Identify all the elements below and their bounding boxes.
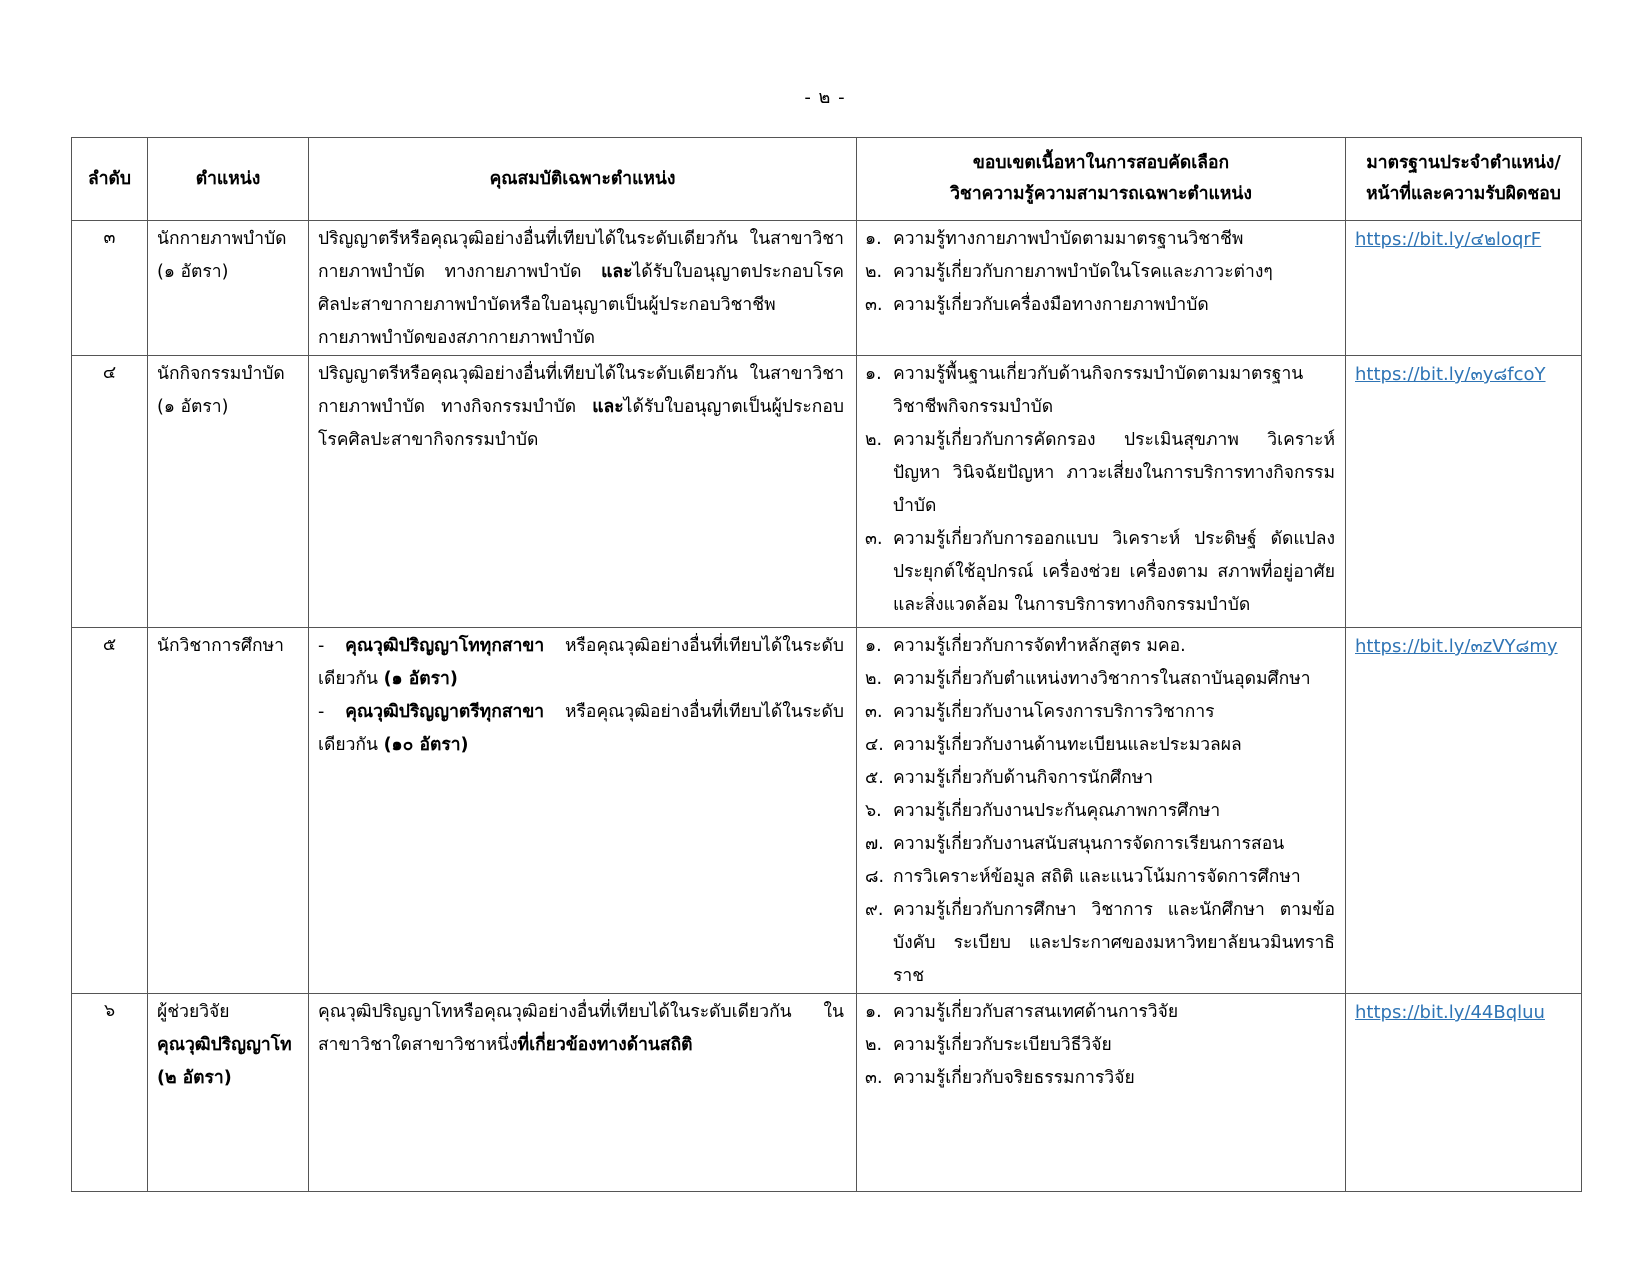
list-item (865, 663, 1335, 696)
table-row (72, 994, 1582, 1192)
list-item (865, 828, 1335, 861)
list-item-text: ความรู้เกี่ยวกับการศึกษา วิชาการ และนักศึกษา ตามข้อบังคับ ระเบียบ และประกาศของมหาวิทยาลัยนวมินทราธิราช (893, 900, 1335, 986)
row-number: ๖ (72, 994, 148, 1192)
exam-scope-cell (857, 628, 1346, 994)
qualification-cell (309, 356, 857, 628)
table-header-row (72, 138, 1582, 221)
qualification-text: ได้รับใบอนุญาตประกอบโรคศิลปะสาขากายภาพบำบัดหรือใบอนุญาตเป็นผู้ประกอบวิชาชีพกายภาพบำบัดของสภากายภาพบำบัด (318, 262, 844, 348)
list-item-number: ๙. (865, 900, 884, 920)
standard-link[interactable]: https://bit.ly/๔๒loqrF (1355, 229, 1542, 250)
qualification-option (318, 630, 844, 696)
list-item (865, 630, 1335, 663)
list-item-number: ๒. (865, 262, 883, 282)
header-qualification: คุณสมบัติเฉพาะตำแหน่ง (309, 138, 857, 221)
list-item (865, 424, 1335, 523)
qualification-cell (309, 221, 857, 356)
list-item-number: ๓. (865, 702, 883, 722)
list-item-text: ความรู้เกี่ยวกับเครื่องมือทางกายภาพบำบัด (893, 295, 1209, 315)
list-item-number: ๓. (865, 1068, 883, 1088)
position-cell (148, 994, 309, 1192)
list-item (865, 795, 1335, 828)
header-scope-line2: วิชาความรู้ความสามารถเฉพาะตำแหน่ง (950, 184, 1252, 204)
list-item (865, 358, 1335, 424)
standard-link[interactable]: https://bit.ly/44Bqluu (1355, 1002, 1545, 1023)
exam-scope-list (865, 996, 1335, 1095)
list-item (865, 523, 1335, 622)
qualification-text: ปริญญาตรีหรือคุณวุฒิอย่างอื่นที่เทียบได้ในระดับเดียวกัน ในสาขาวิชากายภาพบำบัด ทางกายภาพบำบัด (318, 229, 844, 282)
list-item-text: ความรู้เกี่ยวกับงานประกันคุณภาพการศึกษา (893, 801, 1221, 821)
qualification-quota: (๑๐ อัตรา) (383, 735, 469, 755)
list-item-number: ๒. (865, 430, 883, 450)
position-name: นักวิชาการศึกษา (157, 636, 284, 656)
qualification-cell (309, 628, 857, 994)
qualification-quota: (๑ อัตรา) (383, 669, 458, 689)
list-item-number: ๓. (865, 529, 883, 549)
position-quota: (๒ อัตรา) (157, 1068, 232, 1088)
header-standard (1346, 138, 1582, 221)
list-item-text: ความรู้ทางกายภาพบำบัดตามมาตรฐานวิชาชีพ (893, 229, 1244, 249)
exam-scope-list (865, 630, 1335, 993)
qualification-bold: คุณวุฒิปริญญาตรีทุกสาขา (345, 702, 545, 722)
qualification-cell (309, 994, 857, 1192)
list-item-number: ๕. (865, 768, 884, 788)
exam-scope-cell (857, 994, 1346, 1192)
position-quota: (๑ อัตรา) (157, 397, 229, 417)
exam-scope-cell (857, 221, 1346, 356)
list-item-number: ๖. (865, 801, 882, 821)
position-degree: คุณวุฒิปริญญาโท (157, 1035, 292, 1055)
row-number: ๔ (72, 356, 148, 628)
exam-scope-list (865, 223, 1335, 322)
qualification-option (318, 696, 844, 762)
option-dash: - (318, 636, 346, 656)
list-item (865, 256, 1335, 289)
list-item-text: ความรู้เกี่ยวกับกายภาพบำบัดในโรคและภาวะต่างๆ (893, 262, 1273, 282)
list-item-number: ๘. (865, 867, 885, 887)
header-position: ตำแหน่ง (148, 138, 309, 221)
list-item-number: ๑. (865, 636, 882, 656)
qualification-text: ปริญญาตรีหรือคุณวุฒิอย่างอื่นที่เทียบได้ในระดับเดียวกัน ในสาขาวิชากายภาพบำบัด ทางกิจกรรมบำบัด (318, 364, 844, 417)
standard-link[interactable]: https://bit.ly/๓y๘fcoY (1355, 364, 1546, 385)
list-item-number: ๔. (865, 735, 884, 755)
qualification-text: ได้รับใบอนุญาตเป็นผู้ประกอบโรคศิลปะสาขากิจกรรมบำบัด (318, 397, 844, 450)
list-item-text: การวิเคราะห์ข้อมูล สถิติ และแนวโน้มการจัดการศึกษา (893, 867, 1301, 887)
list-item (865, 1029, 1335, 1062)
list-item-text: ความรู้เกี่ยวกับตำแหน่งทางวิชาการในสถาบันอุดมศึกษา (893, 669, 1311, 689)
position-requirements-table (71, 137, 1582, 1192)
table-row (72, 221, 1582, 356)
list-item-text: ความรู้เกี่ยวกับการออกแบบ วิเคราะห์ ประดิษฐ์ ดัดแปลง ประยุกต์ใช้อุปกรณ์ เครื่องช่วย เครื่องตาม สภาพที่อยู่อาศัยและสิ่งแวดล้อม ในการบริการทางกิจกรรมบำบัด (893, 529, 1335, 615)
position-cell (148, 628, 309, 994)
list-item-text: ความรู้เกี่ยวกับสารสนเทศด้านการวิจัย (893, 1002, 1179, 1022)
header-standard-line2: หน้าที่และความรับผิดชอบ (1366, 184, 1561, 204)
standard-link[interactable]: https://bit.ly/๓zVY๘my (1355, 636, 1558, 657)
position-name: นักกายภาพบำบัด (157, 229, 287, 249)
position-cell (148, 221, 309, 356)
standard-link-cell (1346, 994, 1582, 1192)
list-item-text: ความรู้พื้นฐานเกี่ยวกับด้านกิจกรรมบำบัดตามมาตรฐานวิชาชีพกิจกรรมบำบัด (893, 364, 1304, 417)
position-quota: (๑ อัตรา) (157, 262, 229, 282)
header-standard-line1: มาตรฐานประจำตำแหน่ง/ (1366, 153, 1561, 173)
qualification-bold: และ (601, 262, 633, 282)
list-item-text: ความรู้เกี่ยวกับงานสนับสนุนการจัดการเรียนการสอน (893, 834, 1285, 854)
qualification-text: คุณวุฒิปริญญาโทหรือคุณวุฒิอย่างอื่นที่เทียบได้ในระดับเดียวกัน ในสาขาวิชาใดสาขาวิชาหนึ่ง (318, 1002, 844, 1055)
list-item-text: ความรู้เกี่ยวกับงานโครงการบริการวิชาการ (893, 702, 1215, 722)
header-no: ลำดับ (72, 138, 148, 221)
list-item-number: ๒. (865, 669, 883, 689)
list-item-number: ๑. (865, 229, 882, 249)
row-number: ๓ (72, 221, 148, 356)
list-item-number: ๑. (865, 1002, 882, 1022)
qualification-text: หรือคุณวุฒิอย่างอื่นที่เทียบได้ในระดับเดียวกัน (318, 702, 844, 755)
list-item (865, 696, 1335, 729)
list-item (865, 223, 1335, 256)
exam-scope-cell (857, 356, 1346, 628)
list-item-number: ๑. (865, 364, 882, 384)
exam-scope-list (865, 358, 1335, 622)
header-scope-line1: ขอบเขตเนื้อหาในการสอบคัดเลือก (972, 153, 1230, 173)
list-item-number: ๒. (865, 1035, 883, 1055)
option-dash: - (318, 702, 346, 722)
qualification-text: หรือคุณวุฒิอย่างอื่นที่เทียบได้ในระดับเดียวกัน (318, 636, 844, 689)
header-exam-scope (857, 138, 1346, 221)
page-number: - ๒ - (804, 87, 846, 108)
list-item-text: ความรู้เกี่ยวกับจริยธรรมการวิจัย (893, 1068, 1135, 1088)
list-item-text: ความรู้เกี่ยวกับการคัดกรอง ประเมินสุขภาพ วิเคราะห์ปัญหา วินิจฉัยปัญหา ภาวะเสี่ยงในการบริการทางกิจกรรมบำบัด (893, 430, 1335, 516)
list-item (865, 894, 1335, 993)
qualification-bold: ที่เกี่ยวข้องทางด้านสถิติ (517, 1035, 693, 1055)
position-name: นักกิจกรรมบำบัด (157, 364, 285, 384)
list-item-text: ความรู้เกี่ยวกับการจัดทำหลักสูตร มคอ. (893, 636, 1186, 656)
list-item-text: ความรู้เกี่ยวกับระเบียบวิธีวิจัย (893, 1035, 1112, 1055)
table-row (72, 356, 1582, 628)
list-item (865, 861, 1335, 894)
list-item-number: ๓. (865, 295, 883, 315)
standard-link-cell (1346, 356, 1582, 628)
position-cell (148, 356, 309, 628)
row-number: ๕ (72, 628, 148, 994)
list-item-text: ความรู้เกี่ยวกับด้านกิจการนักศึกษา (893, 768, 1154, 788)
list-item-number: ๗. (865, 834, 884, 854)
list-item (865, 996, 1335, 1029)
list-item (865, 1062, 1335, 1095)
position-name: ผู้ช่วยวิจัย (157, 1002, 230, 1022)
standard-link-cell (1346, 628, 1582, 994)
list-item-text: ความรู้เกี่ยวกับงานด้านทะเบียนและประมวลผล (893, 735, 1242, 755)
table-row (72, 628, 1582, 994)
standard-link-cell (1346, 221, 1582, 356)
list-item (865, 729, 1335, 762)
qualification-bold: คุณวุฒิปริญญาโททุกสาขา (345, 636, 545, 656)
qualification-bold: และ (592, 397, 624, 417)
list-item (865, 762, 1335, 795)
list-item (865, 289, 1335, 322)
